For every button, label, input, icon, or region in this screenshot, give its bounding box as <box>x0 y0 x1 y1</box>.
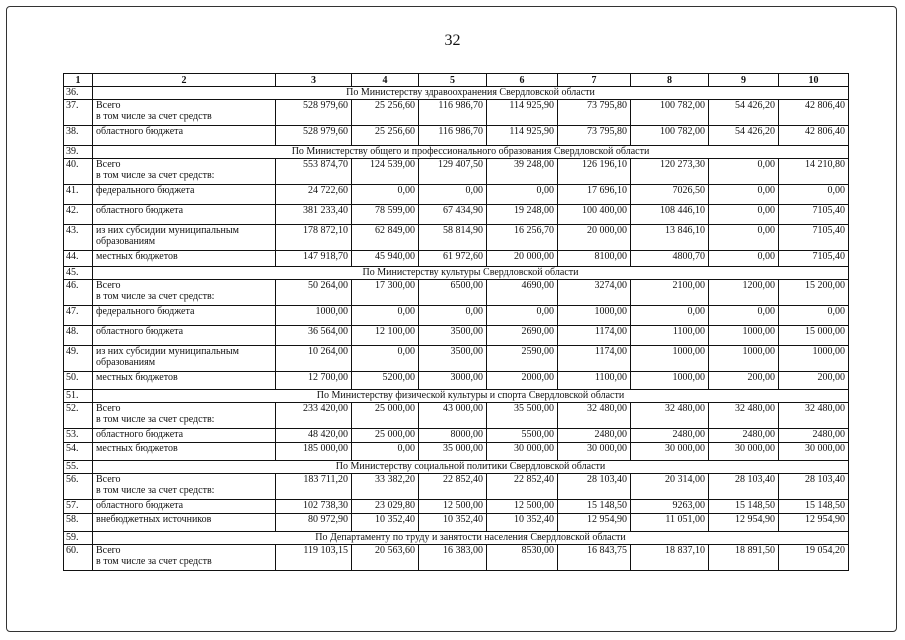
column-header: 8 <box>631 74 709 87</box>
value-cell: 54 426,20 <box>709 126 779 146</box>
section-title: По Министерству физической культуры и спорта Свердловской области <box>93 390 849 403</box>
section-title: По Министерству социальной политики Свердловской области <box>93 461 849 474</box>
column-header: 9 <box>709 74 779 87</box>
value-cell: 22 852,40 <box>419 474 487 500</box>
value-cell: 200,00 <box>709 372 779 390</box>
value-cell: 36 564,00 <box>276 326 352 346</box>
row-label-line: в том числе за счет средств <box>96 556 212 567</box>
value-cell: 32 480,00 <box>631 403 709 429</box>
value-cell: 116 986,70 <box>419 126 487 146</box>
row-number: 59. <box>64 532 93 545</box>
row-number: 45. <box>64 267 93 280</box>
value-cell: 100 400,00 <box>558 205 631 225</box>
value-cell: 24 722,60 <box>276 185 352 205</box>
table-row <box>64 159 849 185</box>
row-label <box>93 372 276 390</box>
row-number: 58. <box>64 514 93 532</box>
row-label-line: местных бюджетов <box>96 443 178 454</box>
row-label-line: областного бюджета <box>96 126 184 137</box>
value-cell: 5500,00 <box>487 429 558 443</box>
value-cell: 147 918,70 <box>276 251 352 267</box>
value-cell: 32 480,00 <box>709 403 779 429</box>
value-cell: 15 148,50 <box>779 500 849 514</box>
section-row <box>64 532 849 545</box>
value-cell: 22 852,40 <box>487 474 558 500</box>
value-cell: 73 795,80 <box>558 100 631 126</box>
row-label-line: в том числе за счет средств: <box>96 414 215 425</box>
value-cell: 4690,00 <box>487 280 558 306</box>
value-cell: 2690,00 <box>487 326 558 346</box>
value-cell: 1174,00 <box>558 346 631 372</box>
row-label-line: областного бюджета <box>96 429 184 440</box>
value-cell: 20 000,00 <box>558 225 631 251</box>
value-cell: 1000,00 <box>631 346 709 372</box>
value-cell: 1174,00 <box>558 326 631 346</box>
value-cell: 0,00 <box>419 185 487 205</box>
row-label <box>93 443 276 461</box>
value-cell: 2100,00 <box>631 280 709 306</box>
value-cell: 50 264,00 <box>276 280 352 306</box>
value-cell: 12 500,00 <box>487 500 558 514</box>
row-label-line: в том числе за счет средств: <box>96 291 215 302</box>
row-label-line: федерального бюджета <box>96 185 195 196</box>
value-cell: 0,00 <box>352 346 419 372</box>
value-cell: 3500,00 <box>419 326 487 346</box>
value-cell: 7105,40 <box>779 225 849 251</box>
value-cell: 3274,00 <box>558 280 631 306</box>
row-number: 42. <box>64 205 93 225</box>
value-cell: 1100,00 <box>631 326 709 346</box>
value-cell: 0,00 <box>779 185 849 205</box>
value-cell: 0,00 <box>709 159 779 185</box>
value-cell: 116 986,70 <box>419 100 487 126</box>
value-cell: 73 795,80 <box>558 126 631 146</box>
row-label <box>93 514 276 532</box>
table-row <box>64 500 849 514</box>
table-row <box>64 126 849 146</box>
value-cell: 35 000,00 <box>419 443 487 461</box>
value-cell: 1200,00 <box>709 280 779 306</box>
value-cell: 25 256,60 <box>352 100 419 126</box>
value-cell: 28 103,40 <box>709 474 779 500</box>
value-cell: 43 000,00 <box>419 403 487 429</box>
row-number: 40. <box>64 159 93 185</box>
value-cell: 17 696,10 <box>558 185 631 205</box>
value-cell: 25 000,00 <box>352 429 419 443</box>
value-cell: 32 480,00 <box>779 403 849 429</box>
value-cell: 25 000,00 <box>352 403 419 429</box>
row-number: 37. <box>64 100 93 126</box>
value-cell: 30 000,00 <box>558 443 631 461</box>
value-cell: 42 806,40 <box>779 100 849 126</box>
value-cell: 19 054,20 <box>779 545 849 571</box>
row-number: 56. <box>64 474 93 500</box>
row-number: 43. <box>64 225 93 251</box>
value-cell: 528 979,60 <box>276 126 352 146</box>
value-cell: 0,00 <box>709 251 779 267</box>
value-cell: 12 500,00 <box>419 500 487 514</box>
table-row <box>64 514 849 532</box>
value-cell: 185 000,00 <box>276 443 352 461</box>
value-cell: 4800,70 <box>631 251 709 267</box>
column-header: 7 <box>558 74 631 87</box>
value-cell: 7105,40 <box>779 205 849 225</box>
row-number: 52. <box>64 403 93 429</box>
value-cell: 61 972,60 <box>419 251 487 267</box>
section-row <box>64 461 849 474</box>
value-cell: 58 814,90 <box>419 225 487 251</box>
row-label-line: в том числе за счет средств: <box>96 170 215 181</box>
value-cell: 54 426,20 <box>709 100 779 126</box>
row-label <box>93 225 276 251</box>
row-label <box>93 326 276 346</box>
value-cell: 553 874,70 <box>276 159 352 185</box>
value-cell: 1000,00 <box>631 372 709 390</box>
row-label-line: областного бюджета <box>96 205 184 216</box>
column-header: 5 <box>419 74 487 87</box>
row-number: 51. <box>64 390 93 403</box>
table-row <box>64 474 849 500</box>
value-cell: 45 940,00 <box>352 251 419 267</box>
row-number: 60. <box>64 545 93 571</box>
value-cell: 114 925,90 <box>487 100 558 126</box>
value-cell: 119 103,15 <box>276 545 352 571</box>
value-cell: 14 210,80 <box>779 159 849 185</box>
value-cell: 129 407,50 <box>419 159 487 185</box>
row-number: 41. <box>64 185 93 205</box>
row-label <box>93 346 276 372</box>
value-cell: 183 711,20 <box>276 474 352 500</box>
value-cell: 19 248,00 <box>487 205 558 225</box>
value-cell: 1000,00 <box>709 326 779 346</box>
value-cell: 3000,00 <box>419 372 487 390</box>
value-cell: 124 539,00 <box>352 159 419 185</box>
value-cell: 42 806,40 <box>779 126 849 146</box>
value-cell: 5200,00 <box>352 372 419 390</box>
value-cell: 0,00 <box>709 306 779 326</box>
value-cell: 20 563,60 <box>352 545 419 571</box>
value-cell: 11 051,00 <box>631 514 709 532</box>
value-cell: 528 979,60 <box>276 100 352 126</box>
row-label-line: образованиям <box>96 236 156 247</box>
table-row <box>64 185 849 205</box>
value-cell: 1000,00 <box>709 346 779 372</box>
value-cell: 2480,00 <box>709 429 779 443</box>
value-cell: 0,00 <box>352 443 419 461</box>
value-cell: 1000,00 <box>276 306 352 326</box>
value-cell: 18 837,10 <box>631 545 709 571</box>
row-label <box>93 474 276 500</box>
row-label <box>93 126 276 146</box>
value-cell: 102 738,30 <box>276 500 352 514</box>
page-number: 32 <box>444 32 461 49</box>
row-label-line: Всего <box>96 159 121 170</box>
row-label-line: из них субсидии муниципальным <box>96 346 239 357</box>
value-cell: 20 000,00 <box>487 251 558 267</box>
value-cell: 100 782,00 <box>631 126 709 146</box>
table-row <box>64 429 849 443</box>
row-label-line: Всего <box>96 545 121 556</box>
table-row <box>64 280 849 306</box>
row-label <box>93 251 276 267</box>
value-cell: 67 434,90 <box>419 205 487 225</box>
row-label <box>93 280 276 306</box>
value-cell: 233 420,00 <box>276 403 352 429</box>
table-row <box>64 403 849 429</box>
value-cell: 35 500,00 <box>487 403 558 429</box>
value-cell: 15 148,50 <box>709 500 779 514</box>
value-cell: 381 233,40 <box>276 205 352 225</box>
table-row <box>64 225 849 251</box>
row-label-line: Всего <box>96 403 121 414</box>
value-cell: 0,00 <box>352 306 419 326</box>
row-label-line: Всего <box>96 474 121 485</box>
value-cell: 108 446,10 <box>631 205 709 225</box>
table-row <box>64 100 849 126</box>
value-cell: 78 599,00 <box>352 205 419 225</box>
row-label-line: образованиям <box>96 357 156 368</box>
value-cell: 178 872,10 <box>276 225 352 251</box>
value-cell: 20 314,00 <box>631 474 709 500</box>
section-title: По Министерству общего и профессионального образования Свердловской области <box>93 146 849 159</box>
value-cell: 18 891,50 <box>709 545 779 571</box>
row-number: 47. <box>64 306 93 326</box>
value-cell: 33 382,20 <box>352 474 419 500</box>
value-cell: 15 200,00 <box>779 280 849 306</box>
row-label <box>93 159 276 185</box>
value-cell: 0,00 <box>709 185 779 205</box>
value-cell: 0,00 <box>487 185 558 205</box>
value-cell: 39 248,00 <box>487 159 558 185</box>
value-cell: 9263,00 <box>631 500 709 514</box>
value-cell: 2590,00 <box>487 346 558 372</box>
value-cell: 30 000,00 <box>779 443 849 461</box>
row-label <box>93 205 276 225</box>
row-label-line: местных бюджетов <box>96 372 178 383</box>
value-cell: 16 383,00 <box>419 545 487 571</box>
row-number: 53. <box>64 429 93 443</box>
value-cell: 62 849,00 <box>352 225 419 251</box>
value-cell: 0,00 <box>352 185 419 205</box>
table-row <box>64 326 849 346</box>
value-cell: 12 700,00 <box>276 372 352 390</box>
value-cell: 15 000,00 <box>779 326 849 346</box>
section-row <box>64 87 849 100</box>
column-header: 2 <box>93 74 276 87</box>
value-cell: 10 352,40 <box>352 514 419 532</box>
row-number: 55. <box>64 461 93 474</box>
row-label-line: из них субсидии муниципальным <box>96 225 239 236</box>
value-cell: 1000,00 <box>779 346 849 372</box>
value-cell: 12 954,90 <box>779 514 849 532</box>
table-row <box>64 251 849 267</box>
value-cell: 10 352,40 <box>419 514 487 532</box>
table-row <box>64 545 849 571</box>
value-cell: 8000,00 <box>419 429 487 443</box>
row-number: 44. <box>64 251 93 267</box>
column-header: 3 <box>276 74 352 87</box>
row-number: 39. <box>64 146 93 159</box>
row-label-line: местных бюджетов <box>96 251 178 262</box>
value-cell: 25 256,60 <box>352 126 419 146</box>
value-cell: 0,00 <box>631 306 709 326</box>
value-cell: 23 029,80 <box>352 500 419 514</box>
row-number: 48. <box>64 326 93 346</box>
value-cell: 2000,00 <box>487 372 558 390</box>
value-cell: 28 103,40 <box>558 474 631 500</box>
row-label <box>93 306 276 326</box>
value-cell: 7026,50 <box>631 185 709 205</box>
row-label <box>93 500 276 514</box>
value-cell: 8530,00 <box>487 545 558 571</box>
row-number: 50. <box>64 372 93 390</box>
value-cell: 32 480,00 <box>558 403 631 429</box>
value-cell: 200,00 <box>779 372 849 390</box>
value-cell: 15 148,50 <box>558 500 631 514</box>
value-cell: 126 196,10 <box>558 159 631 185</box>
budget-table <box>63 73 849 571</box>
value-cell: 7105,40 <box>779 251 849 267</box>
row-label-line: в том числе за счет средств <box>96 111 212 122</box>
value-cell: 48 420,00 <box>276 429 352 443</box>
row-label-line: федерального бюджета <box>96 306 195 317</box>
value-cell: 12 954,90 <box>709 514 779 532</box>
value-cell: 1000,00 <box>558 306 631 326</box>
value-cell: 0,00 <box>709 225 779 251</box>
value-cell: 0,00 <box>779 306 849 326</box>
value-cell: 2480,00 <box>558 429 631 443</box>
row-number: 49. <box>64 346 93 372</box>
row-label-line: Всего <box>96 280 121 291</box>
value-cell: 3500,00 <box>419 346 487 372</box>
value-cell: 2480,00 <box>779 429 849 443</box>
value-cell: 16 843,75 <box>558 545 631 571</box>
header-row <box>64 74 849 87</box>
section-title: По Департаменту по труду и занятости населения Свердловской области <box>93 532 849 545</box>
table-row <box>64 372 849 390</box>
value-cell: 17 300,00 <box>352 280 419 306</box>
row-label <box>93 545 276 571</box>
value-cell: 100 782,00 <box>631 100 709 126</box>
table-row <box>64 306 849 326</box>
value-cell: 30 000,00 <box>631 443 709 461</box>
value-cell: 12 954,90 <box>558 514 631 532</box>
row-number: 36. <box>64 87 93 100</box>
row-label <box>93 185 276 205</box>
value-cell: 1100,00 <box>558 372 631 390</box>
row-number: 57. <box>64 500 93 514</box>
section-row <box>64 390 849 403</box>
row-label-line: областного бюджета <box>96 326 184 337</box>
value-cell: 0,00 <box>709 205 779 225</box>
value-cell: 13 846,10 <box>631 225 709 251</box>
row-label <box>93 100 276 126</box>
value-cell: 8100,00 <box>558 251 631 267</box>
row-label-line: в том числе за счет средств: <box>96 485 215 496</box>
value-cell: 114 925,90 <box>487 126 558 146</box>
column-header: 1 <box>64 74 93 87</box>
table-row <box>64 443 849 461</box>
column-header: 6 <box>487 74 558 87</box>
value-cell: 80 972,90 <box>276 514 352 532</box>
value-cell: 6500,00 <box>419 280 487 306</box>
row-label-line: областного бюджета <box>96 500 184 511</box>
value-cell: 0,00 <box>419 306 487 326</box>
value-cell: 2480,00 <box>631 429 709 443</box>
column-header: 10 <box>779 74 849 87</box>
table-row <box>64 346 849 372</box>
row-label <box>93 403 276 429</box>
row-number: 54. <box>64 443 93 461</box>
table-row <box>64 205 849 225</box>
value-cell: 10 352,40 <box>487 514 558 532</box>
value-cell: 10 264,00 <box>276 346 352 372</box>
row-label-line: Всего <box>96 100 121 111</box>
section-row <box>64 267 849 280</box>
value-cell: 0,00 <box>487 306 558 326</box>
value-cell: 28 103,40 <box>779 474 849 500</box>
value-cell: 30 000,00 <box>487 443 558 461</box>
value-cell: 30 000,00 <box>709 443 779 461</box>
row-label-line: внебюджетных источников <box>96 514 212 525</box>
row-number: 38. <box>64 126 93 146</box>
value-cell: 12 100,00 <box>352 326 419 346</box>
value-cell: 16 256,70 <box>487 225 558 251</box>
value-cell: 120 273,30 <box>631 159 709 185</box>
row-label <box>93 429 276 443</box>
section-row <box>64 146 849 159</box>
column-header: 4 <box>352 74 419 87</box>
section-title: По Министерству культуры Свердловской области <box>93 267 849 280</box>
row-number: 46. <box>64 280 93 306</box>
section-title: По Министерству здравоохранения Свердловской области <box>93 87 849 100</box>
